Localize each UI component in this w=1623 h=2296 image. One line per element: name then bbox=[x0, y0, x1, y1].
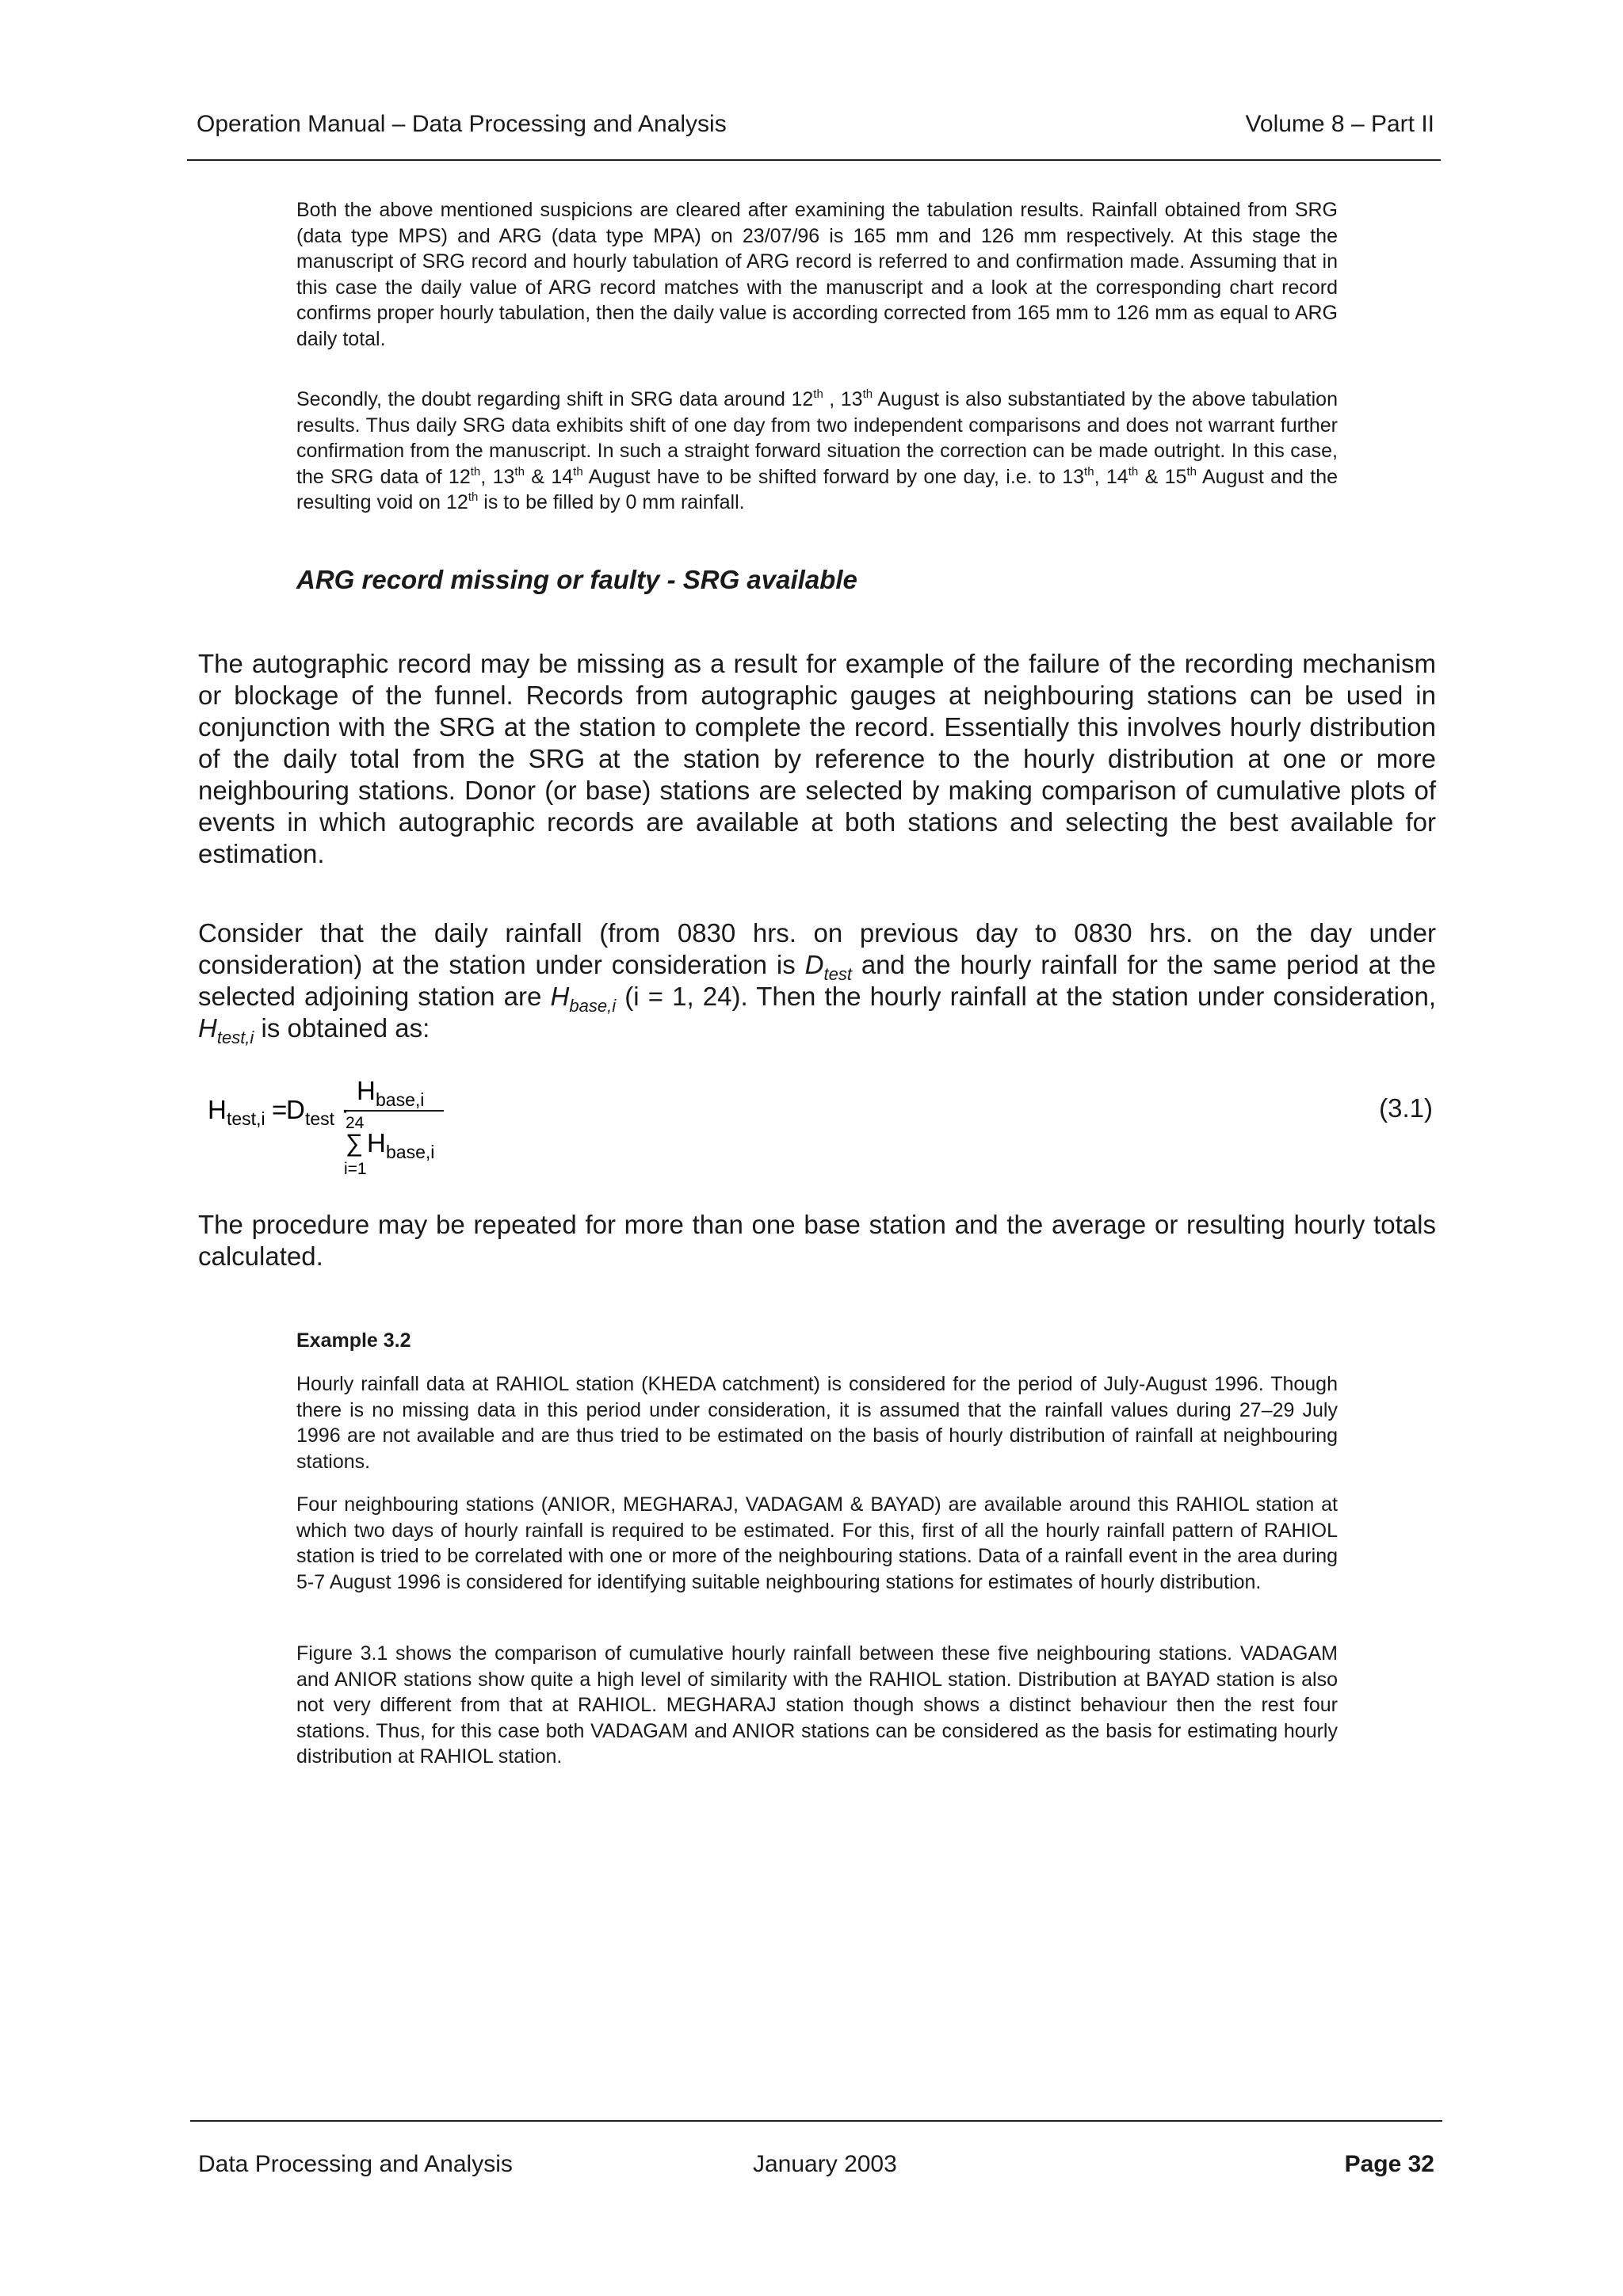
example-title: Example 3.2 bbox=[296, 1329, 411, 1352]
eq-denominator-sub: base,i bbox=[386, 1142, 435, 1162]
eq-lhs-sub: test,i bbox=[227, 1108, 265, 1129]
paragraph-autographic-missing: The autographic record may be missing as a result for example of the failure of the recording mechanism or blockage of the funnel. Records from autographic gauges at neighbouring stations can be used in conjunction with the SRG at the station to complete the record. Essentially this involves hourly distribution of the daily total from the SRG at the station by reference to the hourly distribution at one or more neighbouring stations. Donor (or base) stations are selected by making comparison of cumulative plots of events in which autographic records are available at both stations and selecting the best available for estimation. bbox=[198, 649, 1436, 868]
eq-dot: · bbox=[341, 1095, 349, 1124]
header-manual-title: Operation Manual – Data Processing and Analysis bbox=[197, 111, 727, 137]
paragraph-suspicions-cleared: Both the above mentioned suspicions are cleared after examining the tabulation results. Rainfall obtained from SRG (data type MPS) and ARG (data type MPA) on 23/07/96 is 165 mm and 126 mm respectively. At this stage the manuscript of SRG record and hourly tabulation of ARG record is referred to and confirmation made. Assuming that in this case the daily value of ARG record matches with the manuscript and a look at the corresponding chart record confirms proper hourly tabulation, then the daily value is according corrected from 165 mm to 126 mm as equal to ARG daily total. bbox=[296, 199, 1338, 350]
page-number: Page 32 bbox=[1344, 2151, 1434, 2177]
example-paragraph-rahiol-data: Hourly rainfall data at RAHIOL station (KHEDA catchment) is considered for the period of July-August 1996. Though there is no missing data in this period under consideration, it is assumed that the rainfall values during 27–29 July 1996 are not available and are thus tried to be estimated on the basis of hourly distribution of rainfall at neighbouring stations. bbox=[296, 1373, 1338, 1473]
eq-sum-symbol: ∑ bbox=[346, 1129, 364, 1157]
eq-denominator: H bbox=[367, 1128, 386, 1158]
eq-d-sub: test bbox=[305, 1108, 335, 1129]
equation-number: (3.1) bbox=[1379, 1093, 1433, 1123]
eq-numerator-sub: base,i bbox=[376, 1089, 425, 1110]
footer-rule bbox=[190, 2120, 1442, 2122]
equation-3-1 bbox=[208, 1070, 1436, 1180]
example-paragraph-figure-comparison: Figure 3.1 shows the comparison of cumulative hourly rainfall between these five neighbouring stations. VADAGAM and ANIOR stations show quite a high level of similarity with the RAHIOL station. Distribution at BAYAD station is also not very different from that at RAHIOL. MEGHARAJ station though shows a distinct behaviour then the rest four stations. Thus, for this case both VADAGAM and ANIOR stations can be considered as the basis for estimating hourly distribution at RAHIOL station. bbox=[296, 1642, 1338, 1768]
header-volume: Volume 8 – Part II bbox=[1245, 111, 1434, 137]
eq-lhs: H bbox=[208, 1095, 227, 1124]
eq-sum-upper: 24 bbox=[346, 1114, 365, 1132]
example-paragraph-neighbouring-stations: Four neighbouring stations (ANIOR, MEGHARAJ, VADAGAM & BAYAD) are available around this RAHIOL station at which two days of hourly rainfall is required to be estimated. For this, first of all the hourly rainfall pattern of RAHIOL station is tried to be correlated with one or more of the neighbouring stations. Data of a rainfall event in the area during 5-7 August 1996 is considered for identifying suitable neighbouring stations for estimates of hourly distribution. bbox=[296, 1493, 1338, 1593]
footer-section: Data Processing and Analysis bbox=[198, 2151, 513, 2177]
eq-sum-lower: i=1 bbox=[344, 1160, 367, 1178]
equation-formula bbox=[208, 1070, 461, 1180]
header-rule bbox=[187, 159, 1441, 161]
paragraph-consider-daily-rainfall: Consider that the daily rainfall (from 0830 hrs. on previous day to 0830 hrs. on the day under consideration) at the station under consideration is $D_{test}$ and the hourly rainfall for the same period at the selected adjoining station are $H_{base,i}$ (i = 1, 24). Then the hourly rainfall at the station under consideration, $H_{test,i}$ is obtained as: bbox=[198, 918, 1437, 1047]
eq-equals: = bbox=[272, 1095, 288, 1124]
eq-numerator: H bbox=[357, 1076, 376, 1105]
paragraph-srg-shift: Secondly, the doubt regarding shift in SRG data around 12th , 13th August is also substantiated by the above tabulation results. Thus daily SRG data exhibits shift of one day from two independent comparisons and does not warrant further confirmation from the manuscript. In such a straight forward situation the correction can be made outright. In this case, the SRG data of 12th, 13th & 14th August have to be shifted forward by one day, i.e. to 13th, 14th & 15th August and the resulting void on 12th is to be filled by 0 mm rainfall. bbox=[296, 387, 1338, 514]
footer-date: January 2003 bbox=[753, 2151, 897, 2177]
paragraph-procedure-repeated: The procedure may be repeated for more than one base station and the average or resulting hourly totals calculated. bbox=[198, 1210, 1436, 1271]
section-subheading: ARG record missing or faulty - SRG available bbox=[296, 565, 857, 594]
eq-d: D bbox=[286, 1095, 305, 1124]
